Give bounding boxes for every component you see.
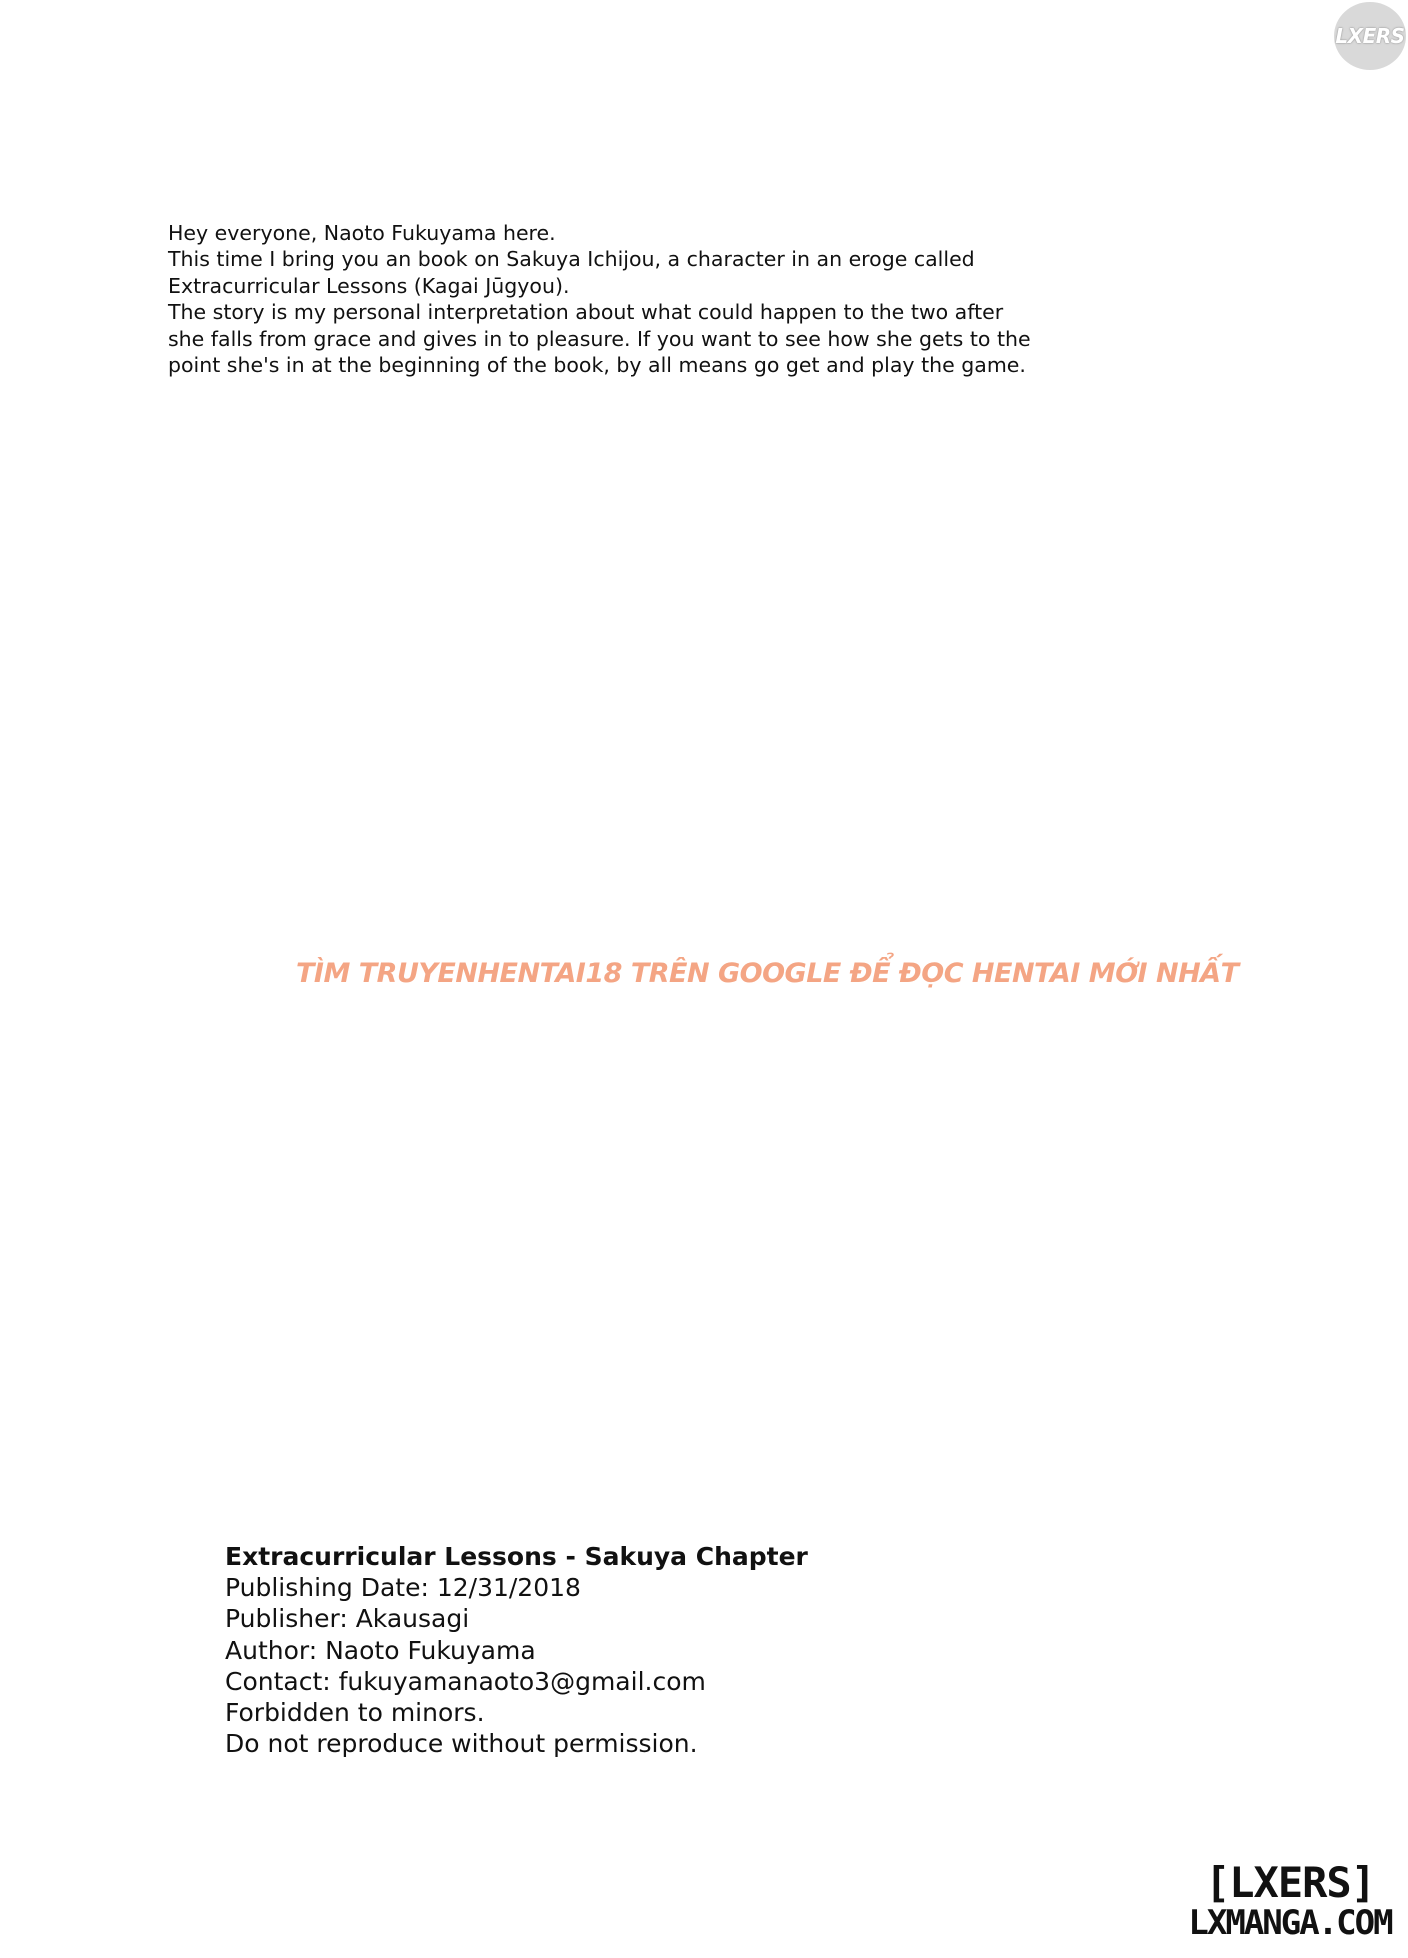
promo-watermark: TÌM TRUYENHENTAI18 TRÊN GOOGLE ĐỂ ĐỌC HENTAI MỚI NHẤT xyxy=(296,958,1239,989)
colophon-author: Author: Naoto Fukuyama xyxy=(225,1635,536,1665)
colophon-publisher: Publisher: Akausagi xyxy=(225,1604,470,1634)
intro-line: Hey everyone, Naoto Fukuyama here. xyxy=(168,221,556,245)
intro-line: Extracurricular Lessons (Kagai Jūgyou). xyxy=(168,273,570,298)
lxers-badge-text: LXERS xyxy=(1335,24,1405,48)
lxmanga-brand-logo xyxy=(1176,1858,1404,1943)
intro-line: This time I bring you an book on Sakuya Ichijou, a character in an eroge called xyxy=(168,247,975,272)
intro-line: The story is my personal interpretation about what could happen to the two after xyxy=(168,300,1004,325)
brand-line-lxers: [LXERS] xyxy=(1204,1858,1375,1907)
author-intro-note xyxy=(168,220,1068,378)
colophon-publishing-date: Publishing Date: 12/31/2018 xyxy=(225,1573,581,1603)
intro-line: point she's in at the beginning of the book, by all means go get and play the game. xyxy=(168,353,1026,378)
colophon-restriction: Forbidden to minors. xyxy=(225,1698,485,1728)
colophon-copyright: Do not reproduce without permission. xyxy=(225,1729,698,1759)
colophon-contact: Contact: fukuyamanaoto3@gmail.com xyxy=(225,1666,706,1696)
intro-line: she falls from grace and gives in to pleasure. If you want to see how she gets to the xyxy=(168,326,1031,351)
lxers-badge-logo xyxy=(1334,2,1406,70)
brand-line-site: LXMANGA.COM xyxy=(1188,1903,1392,1943)
colophon xyxy=(225,1541,808,1759)
colophon-title: Extracurricular Lessons - Sakuya Chapter xyxy=(225,1542,808,1571)
